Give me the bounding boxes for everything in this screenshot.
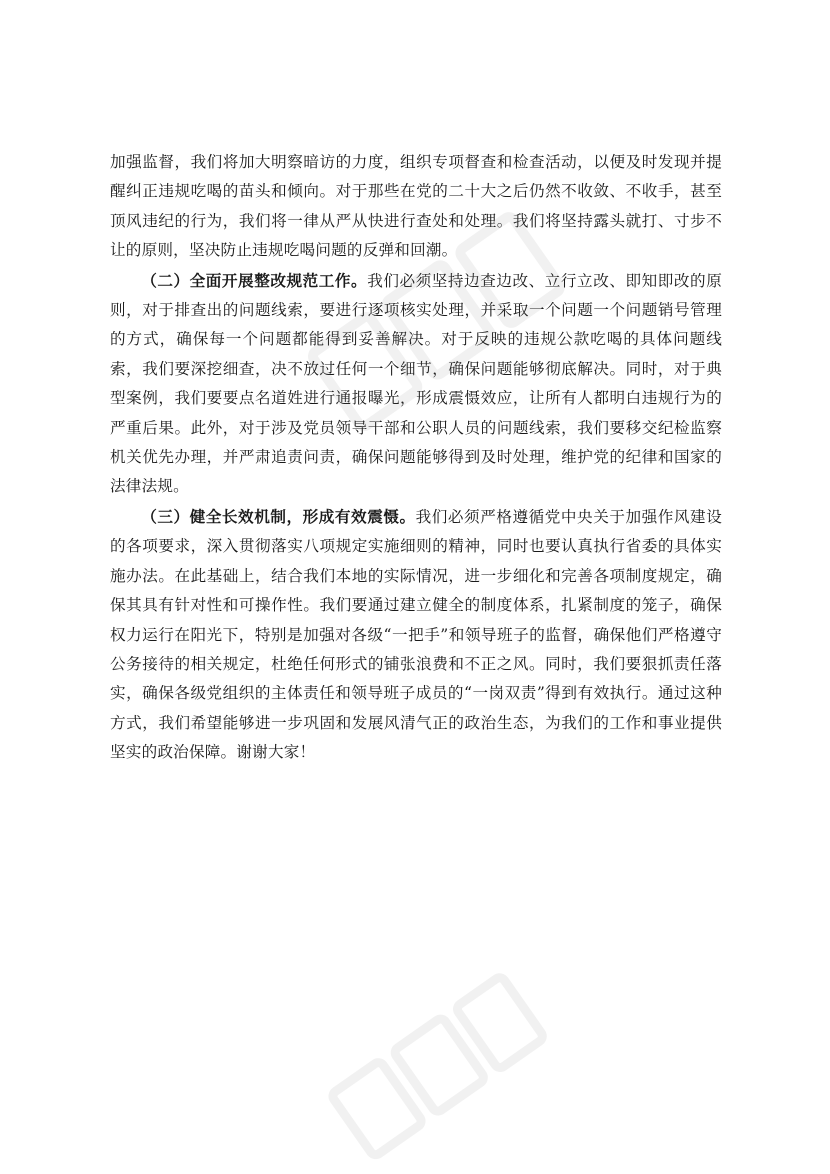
document-body [110,148,722,768]
paragraph-mechanism [110,502,722,768]
paragraph-continued [110,148,722,266]
section-heading-3: （三）健全长效机制，形成有效震慑。 [141,506,416,526]
paragraph-rectification [110,266,722,502]
paragraph-3-text: 我们必须严格遵循党中央关于加强作风建设的各项要求，深入贯彻落实八项规定实施细则的精神，同时也要认真执行省委的具体实施办法。在此基础上，结合我们本地的实际情况，进一步细化和完善各项制度规定，确保其具有针对性和可操作性。我们要通过建立健全的制度体系，扎紧制度的笼子，确保权力运行在阳光下，特别是加强对各级“一把手”和领导班子的监督，确保他们严格遵守公务接待的相关规定，杜绝任何形式的铺张浪费和不正之风。同时，我们要狠抓责任落实，确保各级党组织的主体责任和领导班子成员的“一岗双责”得到有效执行。通过这种方式，我们希望能够进一步巩固和发展风清气正的政治生态，为我们的工作和事业提供坚实的政治保障。谢谢大家！ [110,507,722,762]
watermark-bottom-icon [320,964,558,1172]
paragraph-2-text: 我们必须坚持边查边改、立行立改、即知即改的原则，对于排查出的问题线索，要进行逐项核实处理，并采取一个问题一个问题销号管理的方式，确保每一个问题都能得到妥善解决。对于反映的违规公款吃喝的具体问题线索，我们要深挖细查，决不放过任何一个细节，确保问题能够彻底解决。同时，对于典型案例，我们要要点名道姓进行通报曝光，形成震慑效应，让所有人都明白违规行为的严重后果。此外，对于涉及党员领导干部和公职人员的问题线索，我们要移交纪检监察机关优先办理，并严肃追责问责，确保问题能够得到及时处理，维护党的纪律和国家的法律法规。 [110,271,722,496]
paragraph-1-text: 加强监督，我们将加大明察暗访的力度，组织专项督查和检查活动，以便及时发现并提醒纠正违规吃喝的苗头和倾向。对于那些在党的二十大之后仍然不收敛、不收手，甚至顶风违纪的行为，我们将一律从严从快进行查处和处理。我们将坚持露头就打、寸步不让的原则，坚决防止违规吃喝问题的反弹和回潮。 [110,153,722,260]
section-heading-2: （二）全面开展整改规范工作。 [141,270,368,290]
